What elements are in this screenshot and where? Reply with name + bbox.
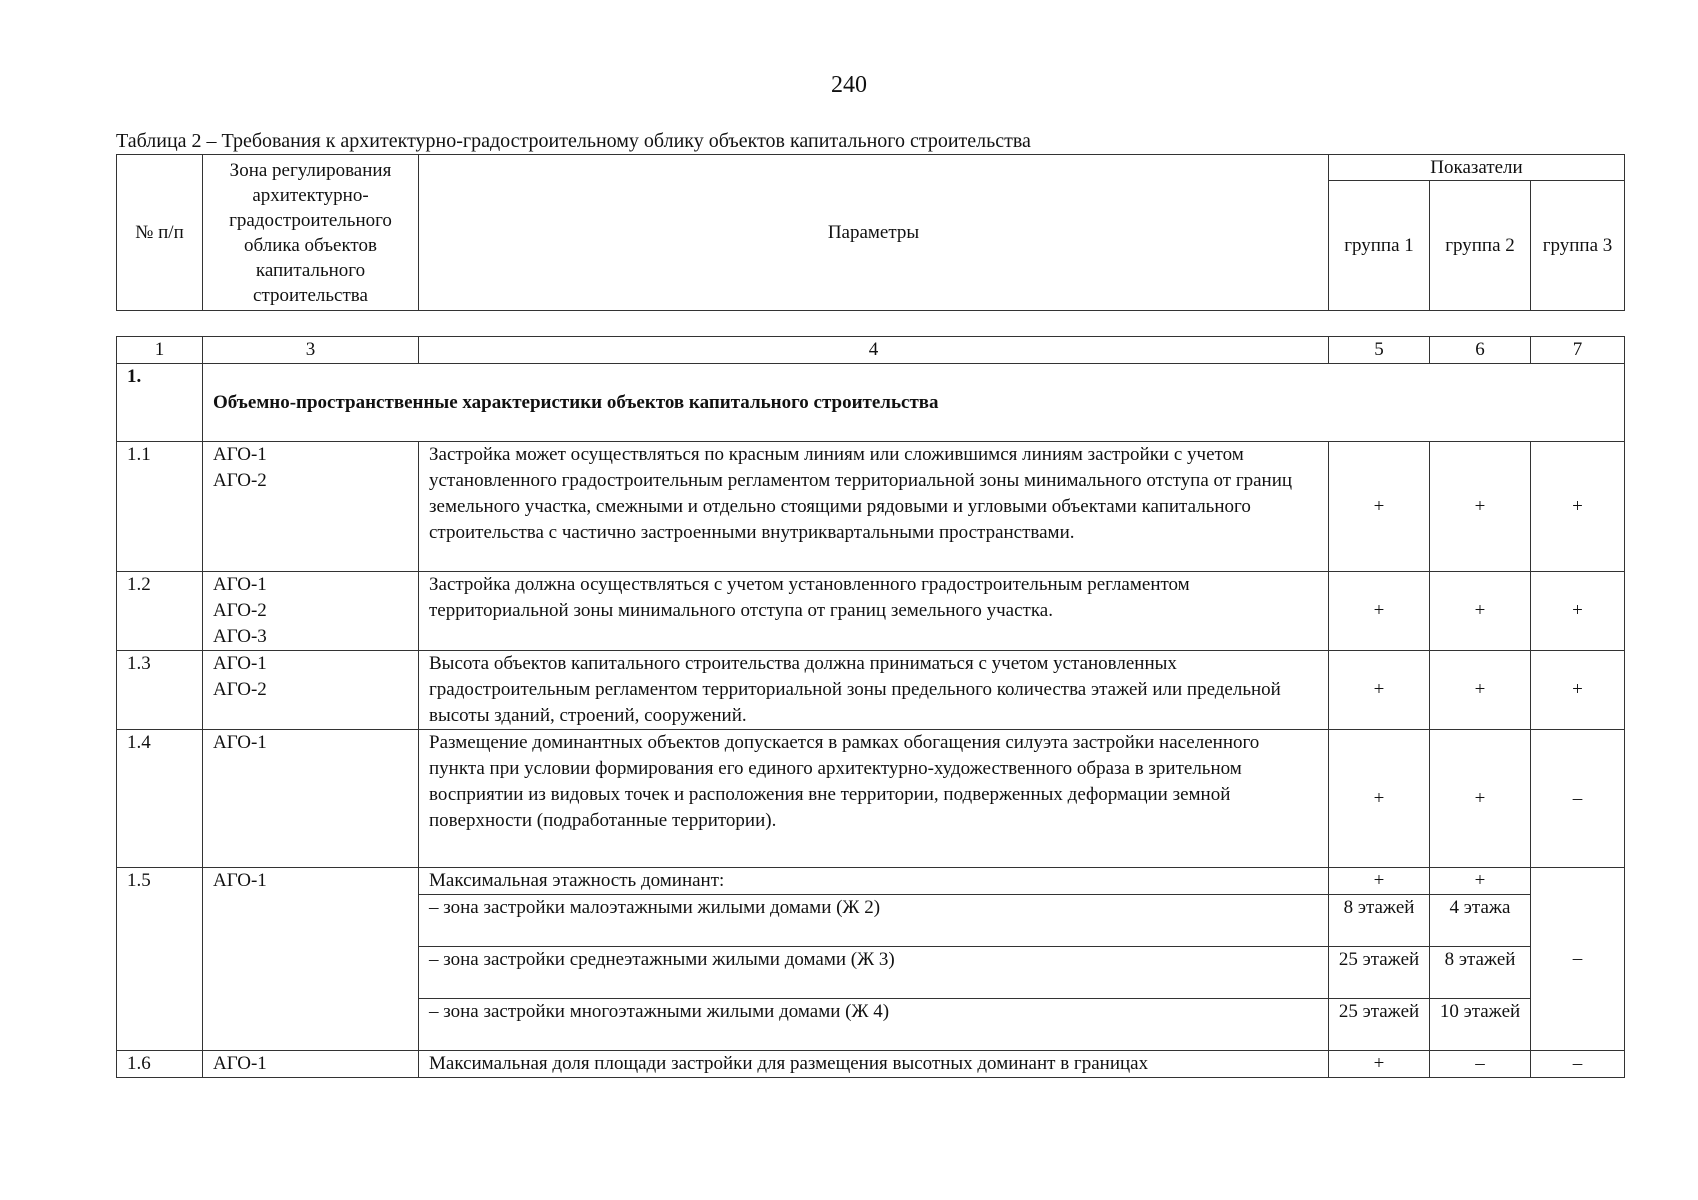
header-group-3: группа 3	[1531, 181, 1625, 311]
row-parameter: – зона застройки малоэтажными жилыми домами (Ж 2)	[419, 895, 1329, 947]
row-group-3: +	[1531, 651, 1625, 730]
row-group-2: 4 этажа	[1430, 895, 1531, 947]
row-group-1: 25 этажей	[1329, 947, 1430, 999]
column-number: 6	[1430, 337, 1531, 364]
section-title: Объемно-пространственные характеристики объектов капитального строительства	[203, 364, 1625, 442]
zone-code: АГО-3	[213, 626, 267, 647]
row-group-3: –	[1531, 730, 1625, 868]
zone-code: АГО-2	[213, 470, 267, 491]
table-row	[117, 572, 1625, 651]
row-group-2: +	[1430, 868, 1531, 895]
row-group-3: +	[1531, 572, 1625, 651]
row-group-3: +	[1531, 442, 1625, 572]
table-row	[117, 651, 1625, 730]
row-group-2: –	[1430, 1051, 1531, 1078]
row-group-2: +	[1430, 442, 1531, 572]
header-num: № п/п	[117, 155, 203, 311]
column-number: 1	[117, 337, 203, 364]
row-parameter: – зона застройки многоэтажными жилыми домами (Ж 4)	[419, 999, 1329, 1051]
row-group-3: –	[1531, 868, 1625, 1051]
column-number: 4	[419, 337, 1329, 364]
row-group-2: 8 этажей	[1430, 947, 1531, 999]
row-group-1: +	[1329, 868, 1430, 895]
row-parameter: Максимальная этажность доминант:	[419, 868, 1329, 895]
table-row	[117, 1051, 1625, 1078]
row-number: 1.5	[117, 868, 203, 1051]
column-number-row	[117, 337, 1625, 364]
header-group-1: группа 1	[1329, 181, 1430, 311]
zone-code: АГО-1	[213, 653, 267, 674]
section-row	[117, 364, 1625, 442]
table-row	[117, 442, 1625, 572]
table-body	[116, 336, 1625, 1078]
table-header	[116, 154, 1625, 311]
row-zone: АГО-1	[203, 1051, 419, 1078]
row-number: 1.3	[117, 651, 203, 730]
zone-code: АГО-2	[213, 679, 267, 700]
row-group-2: +	[1430, 651, 1531, 730]
table-row	[117, 868, 1625, 895]
row-group-1: 8 этажей	[1329, 895, 1430, 947]
header-zone: Зона регулирования архитектурно-градостроительного облика объектов капитального строительства	[203, 155, 419, 311]
table-caption: Таблица 2 – Требования к архитектурно-градостроительному облику объектов капитального строительства	[116, 130, 1031, 152]
row-parameter: Застройка должна осуществляться с учетом установленного градостроительным регламентом территориальной зоны минимального отступа от границ земельного участка.	[419, 572, 1329, 651]
row-zone	[203, 442, 419, 572]
zone-code: АГО-1	[213, 732, 267, 753]
zone-code: АГО-1	[213, 444, 267, 465]
row-parameter: – зона застройки среднеэтажными жилыми домами (Ж 3)	[419, 947, 1329, 999]
row-zone	[203, 651, 419, 730]
table-row	[117, 730, 1625, 868]
row-group-1: +	[1329, 572, 1430, 651]
row-group-2: +	[1430, 572, 1531, 651]
row-group-1: +	[1329, 730, 1430, 868]
row-number: 1.2	[117, 572, 203, 651]
row-parameter: Максимальная доля площади застройки для размещения высотных доминант в границах	[419, 1051, 1329, 1078]
row-group-1: +	[1329, 442, 1430, 572]
section-number: 1.	[117, 364, 203, 442]
column-number: 7	[1531, 337, 1625, 364]
zone-code: АГО-1	[213, 574, 267, 595]
row-number: 1.4	[117, 730, 203, 868]
row-number: 1.1	[117, 442, 203, 572]
row-group-2: 10 этажей	[1430, 999, 1531, 1051]
zone-code: АГО-2	[213, 600, 267, 621]
row-group-3: –	[1531, 1051, 1625, 1078]
header-params: Параметры	[419, 155, 1329, 311]
row-parameter: Размещение доминантных объектов допускается в рамках обогащения силуэта застройки населенного пункта при условии формирования его единого архитектурно-художественного образа в зрительном восприятии из видовых точек и расположения вне территории, подверженных деформации земной поверхности (подработанные территории).	[419, 730, 1329, 868]
row-number: 1.6	[117, 1051, 203, 1078]
header-group-2: группа 2	[1430, 181, 1531, 311]
row-zone	[203, 730, 419, 868]
row-group-2: +	[1430, 730, 1531, 868]
row-zone	[203, 572, 419, 651]
row-parameter: Высота объектов капитального строительства должна приниматься с учетом установленных градостроительным регламентом территориальной зоны предельного количества этажей или предельной высоты зданий, строений, сооружений.	[419, 651, 1329, 730]
row-zone: АГО-1	[203, 868, 419, 1051]
row-parameter: Застройка может осуществляться по красным линиям или сложившимся линиям застройки с учетом установленного градостроительным регламентом территориальной зоны минимального отступа от границ земельного участка, смежными и отдельно стоящими рядовыми и угловыми объектами капитального строительства с частично застроенными внутриквартальными пространствами.	[419, 442, 1329, 572]
row-group-1: 25 этажей	[1329, 999, 1430, 1051]
column-number: 3	[203, 337, 419, 364]
row-group-1: +	[1329, 1051, 1430, 1078]
page-number: 240	[831, 72, 867, 98]
row-group-1: +	[1329, 651, 1430, 730]
column-number: 5	[1329, 337, 1430, 364]
header-indicators: Показатели	[1329, 155, 1625, 181]
